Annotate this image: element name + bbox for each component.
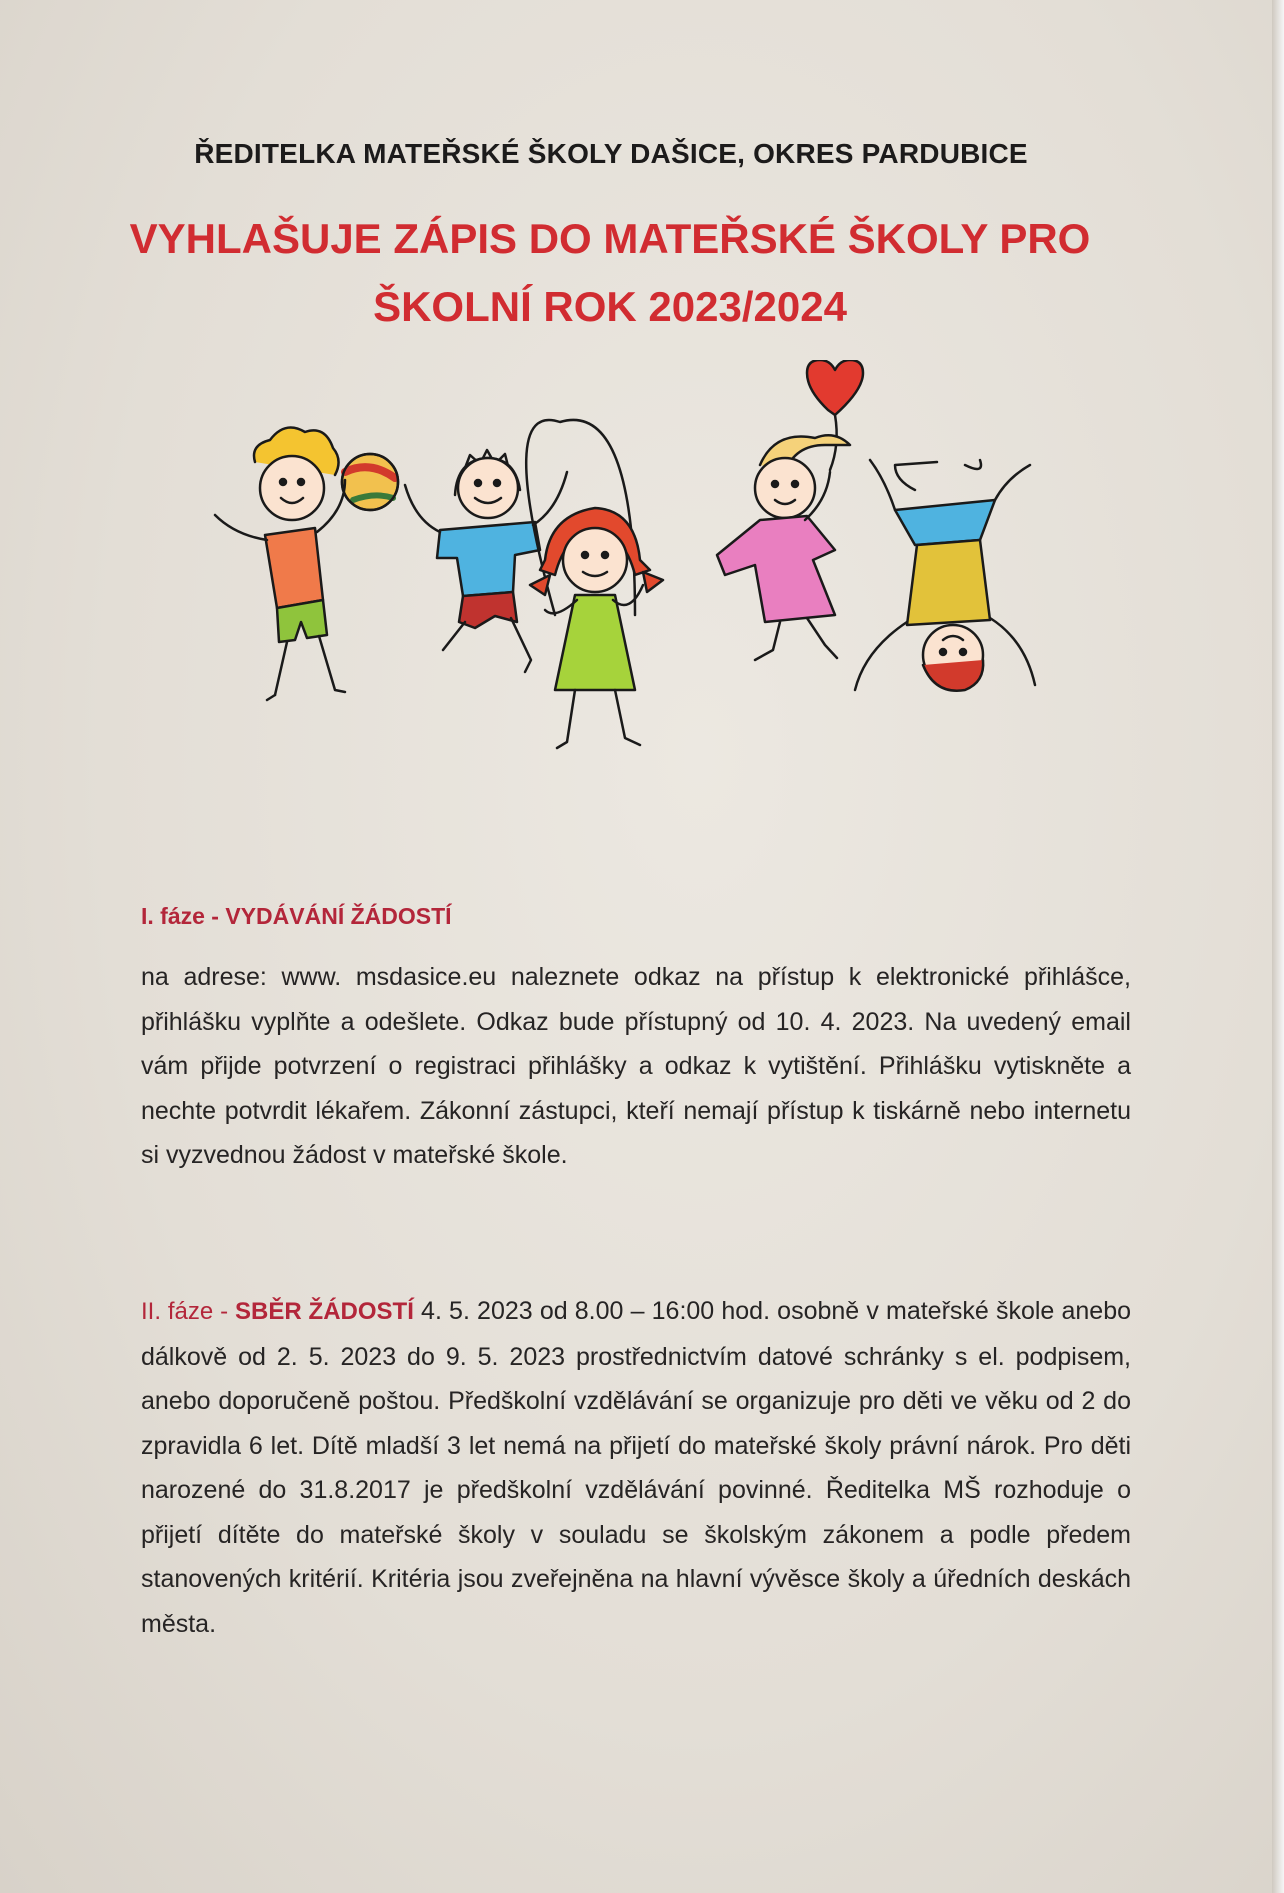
- page-edge: [1272, 0, 1284, 1893]
- phase-1-text: na adrese: www. msdasice.eu naleznete odkaz na přístup k elektronické přihlášce, přihlášku vyplňte a odešlete. Odkaz bude přístupný od 10. 4. 2023. Na uvedený email vám přijde potvrzení o registraci přihlášky a odkaz k vytištění. Přihlášku vytiskněte a nechte potvrdit lékařem. Zákonní zástupci, kteří nemají přístup k tiskárně nebo internetu si vyzvednou žádost v mateřské škole.: [141, 963, 1131, 1169]
- phase-2-text: 4. 5. 2023 od 8.00 – 16:00 hod. osobně v mateřské škole anebo dálkově od 2. 5. 2023 do 9. 5. 2023 prostřednictvím datové schránky s el. podpisem, anebo doporučeně poštou. Předškolní vzdělávání se organizuje pro děti ve věku od 2 do zpravidla 6 let. Dítě mladší 3 let nemá na přijetí do mateřské školy právní nárok. Pro děti narozené do 31.8.2017 je předškolní vzdělávání povinné. Ředitelka MŠ rozhoduje o přijetí dítěte do mateřské školy v souladu se školským zákonem a podle předem stanovených kritérií. Kritéria jsou zveřejněna na hlavní vývěsce školy a úředních deskách města.: [141, 1297, 1131, 1638]
- ball-icon: [342, 454, 398, 510]
- title-line-1: VYHLAŠUJE ZÁPIS DO MATEŘSKÉ ŠKOLY PRO: [129, 215, 1091, 262]
- phase-2-label-prefix: II. fáze -: [141, 1298, 235, 1325]
- phase-2-label-bold: SBĚR ŽÁDOSTÍ: [235, 1298, 414, 1325]
- children-playing-illustration: [195, 360, 1045, 820]
- child-3-figure: [530, 508, 663, 748]
- document-header: ŘEDITELKA MATEŘSKÉ ŠKOLY DAŠICE, OKRES PARDUBICE: [194, 138, 1028, 169]
- document-title: [90, 205, 1130, 341]
- child-1-figure: [215, 428, 345, 701]
- phase-2-heading: [141, 1298, 414, 1325]
- phase-1-heading: I. fáze - VYDÁVÁNÍ ŽÁDOSTÍ: [141, 903, 452, 929]
- child-2-figure: [405, 450, 567, 672]
- heart-balloon-icon: [807, 360, 863, 470]
- phase-2-paragraph: [141, 1289, 1131, 1646]
- title-line-2: ŠKOLNÍ ROK 2023/2024: [373, 283, 847, 330]
- child-5-figure: [855, 460, 1035, 691]
